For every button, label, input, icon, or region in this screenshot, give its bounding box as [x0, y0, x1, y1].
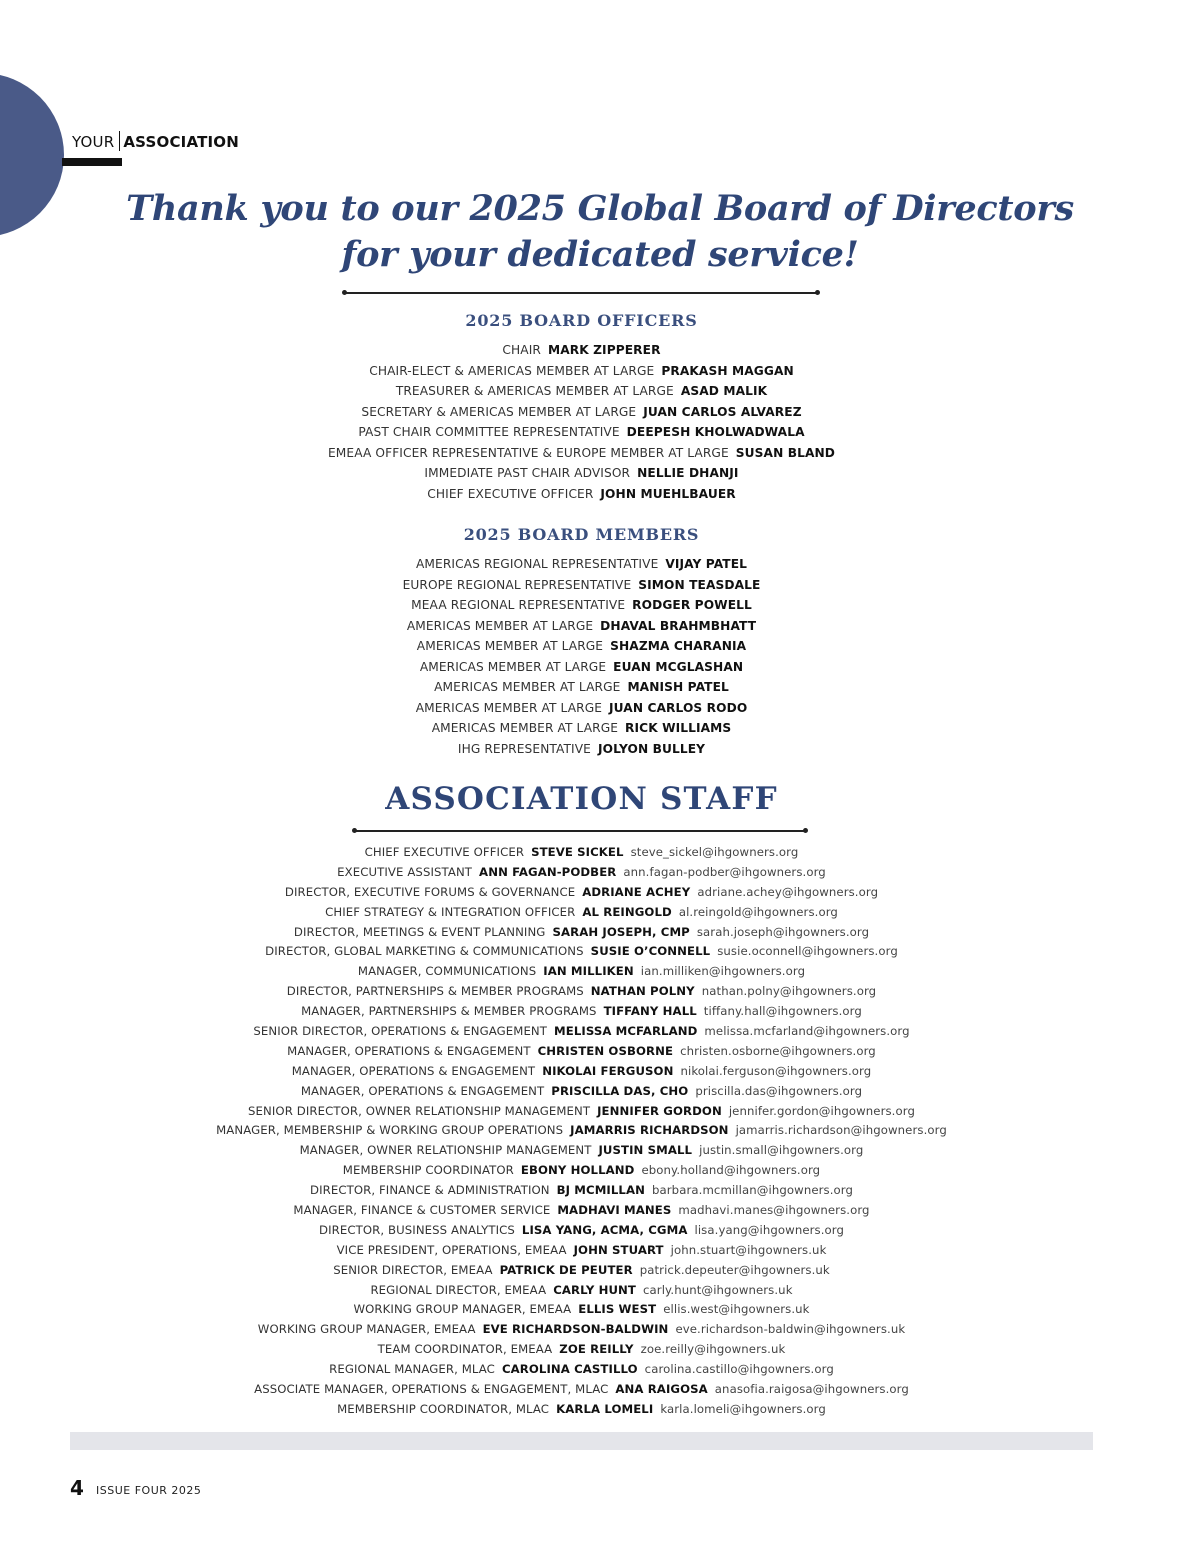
list-item-role: MANAGER, OPERATIONS & ENGAGEMENT: [287, 1043, 531, 1058]
list-item-name: CARLY HUNT: [553, 1282, 636, 1297]
list-item-role: DIRECTOR, EXECUTIVE FORUMS & GOVERNANCE: [284, 884, 576, 899]
list-item-role: CHIEF STRATEGY & INTEGRATION OFFICER: [325, 904, 576, 919]
list-item-role: AMERICAS MEMBER AT LARGE: [415, 700, 603, 715]
list-item-name: STEVE SICKEL: [531, 845, 624, 859]
list-item-name: DHAVAL BRAHMBHATT: [600, 618, 757, 633]
list-item-name: PATRICK DE PEUTER: [499, 1262, 633, 1277]
list-item-role: ASSOCIATE MANAGER, OPERATIONS & ENGAGEMENT, MLAC: [254, 1382, 609, 1397]
officers-heading: 2025 BOARD OFFICERS: [465, 311, 698, 330]
list-item: [0, 1082, 1163, 1102]
list-item-role: DIRECTOR, FINANCE & ADMINISTRATION: [309, 1183, 550, 1198]
list-item-role: CHIEF EXECUTIVE OFFICER: [364, 845, 525, 859]
list-item: [0, 1360, 1163, 1380]
list-item-name: ELLIS WEST: [578, 1302, 657, 1317]
list-item: [0, 381, 1163, 402]
list-item-role: SECRETARY & AMERICAS MEMBER AT LARGE: [361, 404, 637, 419]
list-item-name: JOLYON BULLEY: [597, 741, 706, 756]
list-item-name: MANISH PATEL: [627, 680, 729, 694]
list-item-role: AMERICAS REGIONAL REPRESENTATIVE: [415, 557, 659, 571]
list-item-name: CHRISTEN OSBORNE: [537, 1043, 674, 1058]
page-title-line1: Thank you to our 2025 Global Board of Directors: [126, 188, 1074, 229]
list-item: [0, 1042, 1163, 1062]
list-item-email: melissa.mcfarland@ihgowners.org: [704, 1024, 910, 1039]
list-item-name: CAROLINA CASTILLO: [501, 1362, 638, 1377]
list-item-name: ANN FAGAN-PODBER: [479, 864, 617, 879]
list-item: [0, 1241, 1163, 1261]
list-item: [0, 1380, 1163, 1400]
list-item: [0, 402, 1163, 423]
list-item-role: TEAM COORDINATOR, EMEAA: [377, 1342, 553, 1357]
list-item-role: SENIOR DIRECTOR, OWNER RELATIONSHIP MANAGEMENT: [248, 1103, 591, 1118]
title-divider: [345, 292, 817, 294]
page-number: 4: [70, 1476, 84, 1500]
list-item: [0, 1261, 1163, 1281]
list-item: [0, 361, 1163, 382]
list-item-role: DIRECTOR, PARTNERSHIPS & MEMBER PROGRAMS: [286, 984, 584, 999]
list-item: [0, 1221, 1163, 1241]
list-item-name: TIFFANY HALL: [603, 1004, 697, 1019]
list-item-name: ASAD MALIK: [680, 384, 768, 398]
list-item-role: MANAGER, MEMBERSHIP & WORKING GROUP OPERATIONS: [216, 1123, 564, 1138]
list-item-email: karla.lomeli@ihgowners.org: [660, 1401, 826, 1416]
list-item: [0, 698, 1163, 719]
list-item-name: ANA RAIGOSA: [615, 1382, 708, 1397]
list-item-role: IHG REPRESENTATIVE: [457, 741, 591, 756]
list-item: [0, 942, 1163, 962]
list-item: [0, 982, 1163, 1002]
list-item-email: madhavi.manes@ihgowners.org: [678, 1203, 870, 1218]
issue-label: ISSUE FOUR 2025: [96, 1484, 202, 1497]
list-item-name: EVE RICHARDSON-BALDWIN: [482, 1322, 669, 1337]
list-item: [0, 575, 1163, 596]
list-item-role: MEMBERSHIP COORDINATOR: [342, 1163, 514, 1178]
list-item-email: christen.osborne@ihgowners.org: [680, 1043, 876, 1058]
list-item-name: MADHAVI MANES: [557, 1203, 672, 1218]
list-item: [0, 739, 1163, 760]
list-item-role: SENIOR DIRECTOR, EMEAA: [333, 1262, 493, 1277]
list-item-email: justin.small@ihgowners.org: [699, 1143, 864, 1158]
list-item-name: ZOE REILLY: [559, 1342, 634, 1357]
list-item-email: priscilla.das@ihgowners.org: [695, 1083, 863, 1098]
list-item: [0, 595, 1163, 616]
list-item-name: SUSAN BLAND: [735, 445, 836, 460]
list-item-role: MANAGER, OWNER RELATIONSHIP MANAGEMENT: [299, 1143, 592, 1158]
list-item-name: IAN MILLIKEN: [543, 964, 634, 979]
list-item-email: patrick.depeuter@ihgowners.uk: [639, 1262, 830, 1277]
list-item: [0, 903, 1163, 923]
list-item-name: RODGER POWELL: [632, 598, 752, 612]
list-item: [0, 1201, 1163, 1221]
list-item: [0, 718, 1163, 739]
list-item-role: MEAA REGIONAL REPRESENTATIVE: [411, 598, 626, 612]
list-item-email: susie.oconnell@ihgowners.org: [717, 944, 898, 959]
list-item: [0, 1300, 1163, 1320]
list-item: [0, 1320, 1163, 1340]
staff-list: [0, 843, 1163, 1420]
list-item: [0, 657, 1163, 678]
officers-list: [0, 340, 1163, 504]
list-item-email: ebony.holland@ihgowners.org: [641, 1163, 821, 1178]
page-title-line2: for your dedicated service!: [341, 234, 859, 275]
list-item-role: DIRECTOR, MEETINGS & EVENT PLANNING: [293, 924, 546, 939]
list-item: [0, 340, 1163, 361]
list-item-role: PAST CHAIR COMMITTEE REPRESENTATIVE: [358, 425, 620, 439]
list-item-email: nathan.polny@ihgowners.org: [701, 984, 877, 999]
list-item-role: WORKING GROUP MANAGER, EMEAA: [257, 1322, 476, 1337]
list-item-role: CHAIR-ELECT & AMERICAS MEMBER AT LARGE: [369, 363, 655, 378]
list-item: [0, 422, 1163, 443]
list-item-email: anasofia.raigosa@ihgowners.org: [714, 1382, 909, 1397]
list-item-name: JUAN CARLOS RODO: [609, 700, 748, 715]
list-item-email: jamarris.richardson@ihgowners.org: [735, 1123, 947, 1138]
list-item-name: NIKOLAI FERGUSON: [542, 1063, 674, 1078]
list-item-name: AL REINGOLD: [582, 904, 672, 919]
list-item-role: SENIOR DIRECTOR, OPERATIONS & ENGAGEMENT: [253, 1024, 548, 1039]
list-item-name: SUSIE O’CONNELL: [590, 944, 711, 959]
list-item-email: adriane.achey@ihgowners.org: [697, 884, 879, 899]
members-heading: 2025 BOARD MEMBERS: [463, 525, 700, 544]
list-item-name: EUAN MCGLASHAN: [613, 659, 744, 674]
section-tag-bold: ASSOCIATION: [123, 133, 240, 151]
list-item-name: SHAZMA CHARANIA: [610, 639, 747, 653]
list-item-name: BJ MCMILLAN: [556, 1183, 645, 1198]
list-item: [0, 1400, 1163, 1420]
list-item: [0, 923, 1163, 943]
list-item-name: RICK WILLIAMS: [625, 721, 732, 735]
list-item: [0, 616, 1163, 637]
list-item-name: NATHAN POLNY: [590, 984, 695, 999]
list-item-name: PRISCILLA DAS, CHO: [551, 1083, 689, 1098]
list-item-name: ADRIANE ACHEY: [582, 884, 691, 899]
list-item: [0, 677, 1163, 698]
list-item-email: john.stuart@ihgowners.uk: [670, 1242, 827, 1257]
list-item-role: AMERICAS MEMBER AT LARGE: [419, 659, 607, 674]
list-item: [0, 463, 1163, 484]
list-item-email: ann.fagan-podber@ihgowners.org: [623, 864, 826, 879]
list-item-role: AMERICAS MEMBER AT LARGE: [416, 639, 604, 653]
page-title: [0, 186, 1200, 278]
list-item: [0, 1281, 1163, 1301]
list-item: [0, 843, 1163, 863]
list-item-email: tiffany.hall@ihgowners.org: [703, 1004, 862, 1019]
list-item-role: MEMBERSHIP COORDINATOR, MLAC: [337, 1401, 550, 1416]
list-item: [0, 1062, 1163, 1082]
list-item-name: SIMON TEASDALE: [638, 577, 761, 592]
list-item-role: CHIEF EXECUTIVE OFFICER: [427, 486, 594, 501]
list-item-role: EXECUTIVE ASSISTANT: [337, 864, 473, 879]
list-item-name: JOHN MUEHLBAUER: [600, 486, 736, 501]
list-item-email: steve_sickel@ihgowners.org: [630, 845, 799, 859]
list-item: [0, 554, 1163, 575]
list-item-role: MANAGER, OPERATIONS & ENGAGEMENT: [291, 1063, 536, 1078]
list-item-role: MANAGER, OPERATIONS & ENGAGEMENT: [300, 1083, 545, 1098]
list-item-email: lisa.yang@ihgowners.org: [694, 1222, 844, 1237]
list-item-email: jennifer.gordon@ihgowners.org: [728, 1103, 915, 1118]
list-item-name: JOHN STUART: [573, 1242, 664, 1257]
list-item: [0, 962, 1163, 982]
list-item-email: eve.richardson-baldwin@ihgowners.uk: [675, 1322, 906, 1337]
list-item-role: AMERICAS MEMBER AT LARGE: [434, 680, 621, 694]
list-item-role: CHAIR: [502, 343, 541, 357]
list-item-name: NELLIE DHANJI: [637, 466, 739, 480]
section-tag-light: YOUR: [72, 133, 115, 151]
list-item-email: ian.milliken@ihgowners.org: [640, 964, 806, 979]
list-item-name: VIJAY PATEL: [665, 557, 748, 571]
section-tag-underline: [62, 158, 122, 166]
list-item-name: LISA YANG, ACMA, CGMA: [521, 1222, 688, 1237]
list-item-role: AMERICAS MEMBER AT LARGE: [431, 721, 619, 735]
list-item: [0, 1340, 1163, 1360]
staff-divider: [355, 830, 805, 832]
staff-heading: ASSOCIATION STAFF: [385, 781, 778, 817]
list-item-role: TREASURER & AMERICAS MEMBER AT LARGE: [395, 384, 674, 398]
section-tag: [72, 131, 239, 151]
list-item: [0, 1022, 1163, 1042]
list-item-email: zoe.reilly@ihgowners.uk: [640, 1342, 786, 1357]
list-item: [0, 1181, 1163, 1201]
list-item-name: MELISSA MCFARLAND: [554, 1024, 698, 1039]
list-item-role: IMMEDIATE PAST CHAIR ADVISOR: [424, 466, 631, 480]
list-item-role: DIRECTOR, GLOBAL MARKETING & COMMUNICATIONS: [265, 944, 584, 959]
list-item-role: DIRECTOR, BUSINESS ANALYTICS: [318, 1222, 515, 1237]
footer-band: [70, 1432, 1093, 1450]
list-item: [0, 1141, 1163, 1161]
list-item-name: JAMARRIS RICHARDSON: [570, 1123, 729, 1138]
list-item: [0, 443, 1163, 464]
list-item-name: SARAH JOSEPH, CMP: [552, 924, 690, 939]
list-item-name: PRAKASH MAGGAN: [661, 363, 794, 378]
list-item-email: al.reingold@ihgowners.org: [678, 904, 838, 919]
list-item-role: WORKING GROUP MANAGER, EMEAA: [353, 1302, 572, 1317]
list-item: [0, 1002, 1163, 1022]
list-item-name: JUAN CARLOS ALVAREZ: [643, 404, 802, 419]
list-item-role: MANAGER, PARTNERSHIPS & MEMBER PROGRAMS: [301, 1004, 597, 1019]
list-item-name: JENNIFER GORDON: [597, 1103, 722, 1118]
list-item: [0, 636, 1163, 657]
list-item-name: EBONY HOLLAND: [520, 1163, 635, 1178]
list-item-name: KARLA LOMELI: [556, 1401, 654, 1416]
list-item-role: REGIONAL DIRECTOR, EMEAA: [370, 1282, 547, 1297]
list-item-name: MARK ZIPPERER: [547, 343, 661, 357]
list-item-name: JUSTIN SMALL: [598, 1143, 693, 1158]
list-item-role: MANAGER, FINANCE & CUSTOMER SERVICE: [293, 1203, 551, 1218]
list-item-email: carolina.castillo@ihgowners.org: [644, 1362, 834, 1377]
list-item-email: ellis.west@ihgowners.uk: [663, 1302, 810, 1317]
list-item-role: MANAGER, COMMUNICATIONS: [357, 964, 537, 979]
list-item-role: VICE PRESIDENT, OPERATIONS, EMEAA: [336, 1242, 567, 1257]
list-item-role: AMERICAS MEMBER AT LARGE: [406, 618, 594, 633]
list-item: [0, 484, 1163, 505]
list-item: [0, 1102, 1163, 1122]
list-item-role: EUROPE REGIONAL REPRESENTATIVE: [402, 577, 632, 592]
list-item: [0, 1121, 1163, 1141]
list-item-email: nikolai.ferguson@ihgowners.org: [680, 1063, 872, 1078]
list-item-email: carly.hunt@ihgowners.uk: [643, 1282, 793, 1297]
list-item-email: barbara.mcmillan@ihgowners.org: [652, 1183, 854, 1198]
section-tag-divider: [119, 131, 120, 151]
list-item-email: sarah.joseph@ihgowners.org: [696, 924, 870, 939]
list-item: [0, 883, 1163, 903]
list-item-role: REGIONAL MANAGER, MLAC: [329, 1362, 495, 1377]
list-item-role: EMEAA OFFICER REPRESENTATIVE & EUROPE MEMBER AT LARGE: [327, 445, 729, 460]
list-item: [0, 863, 1163, 883]
list-item-name: DEEPESH KHOLWADWALA: [626, 425, 805, 439]
members-list: [0, 554, 1163, 759]
list-item: [0, 1161, 1163, 1181]
